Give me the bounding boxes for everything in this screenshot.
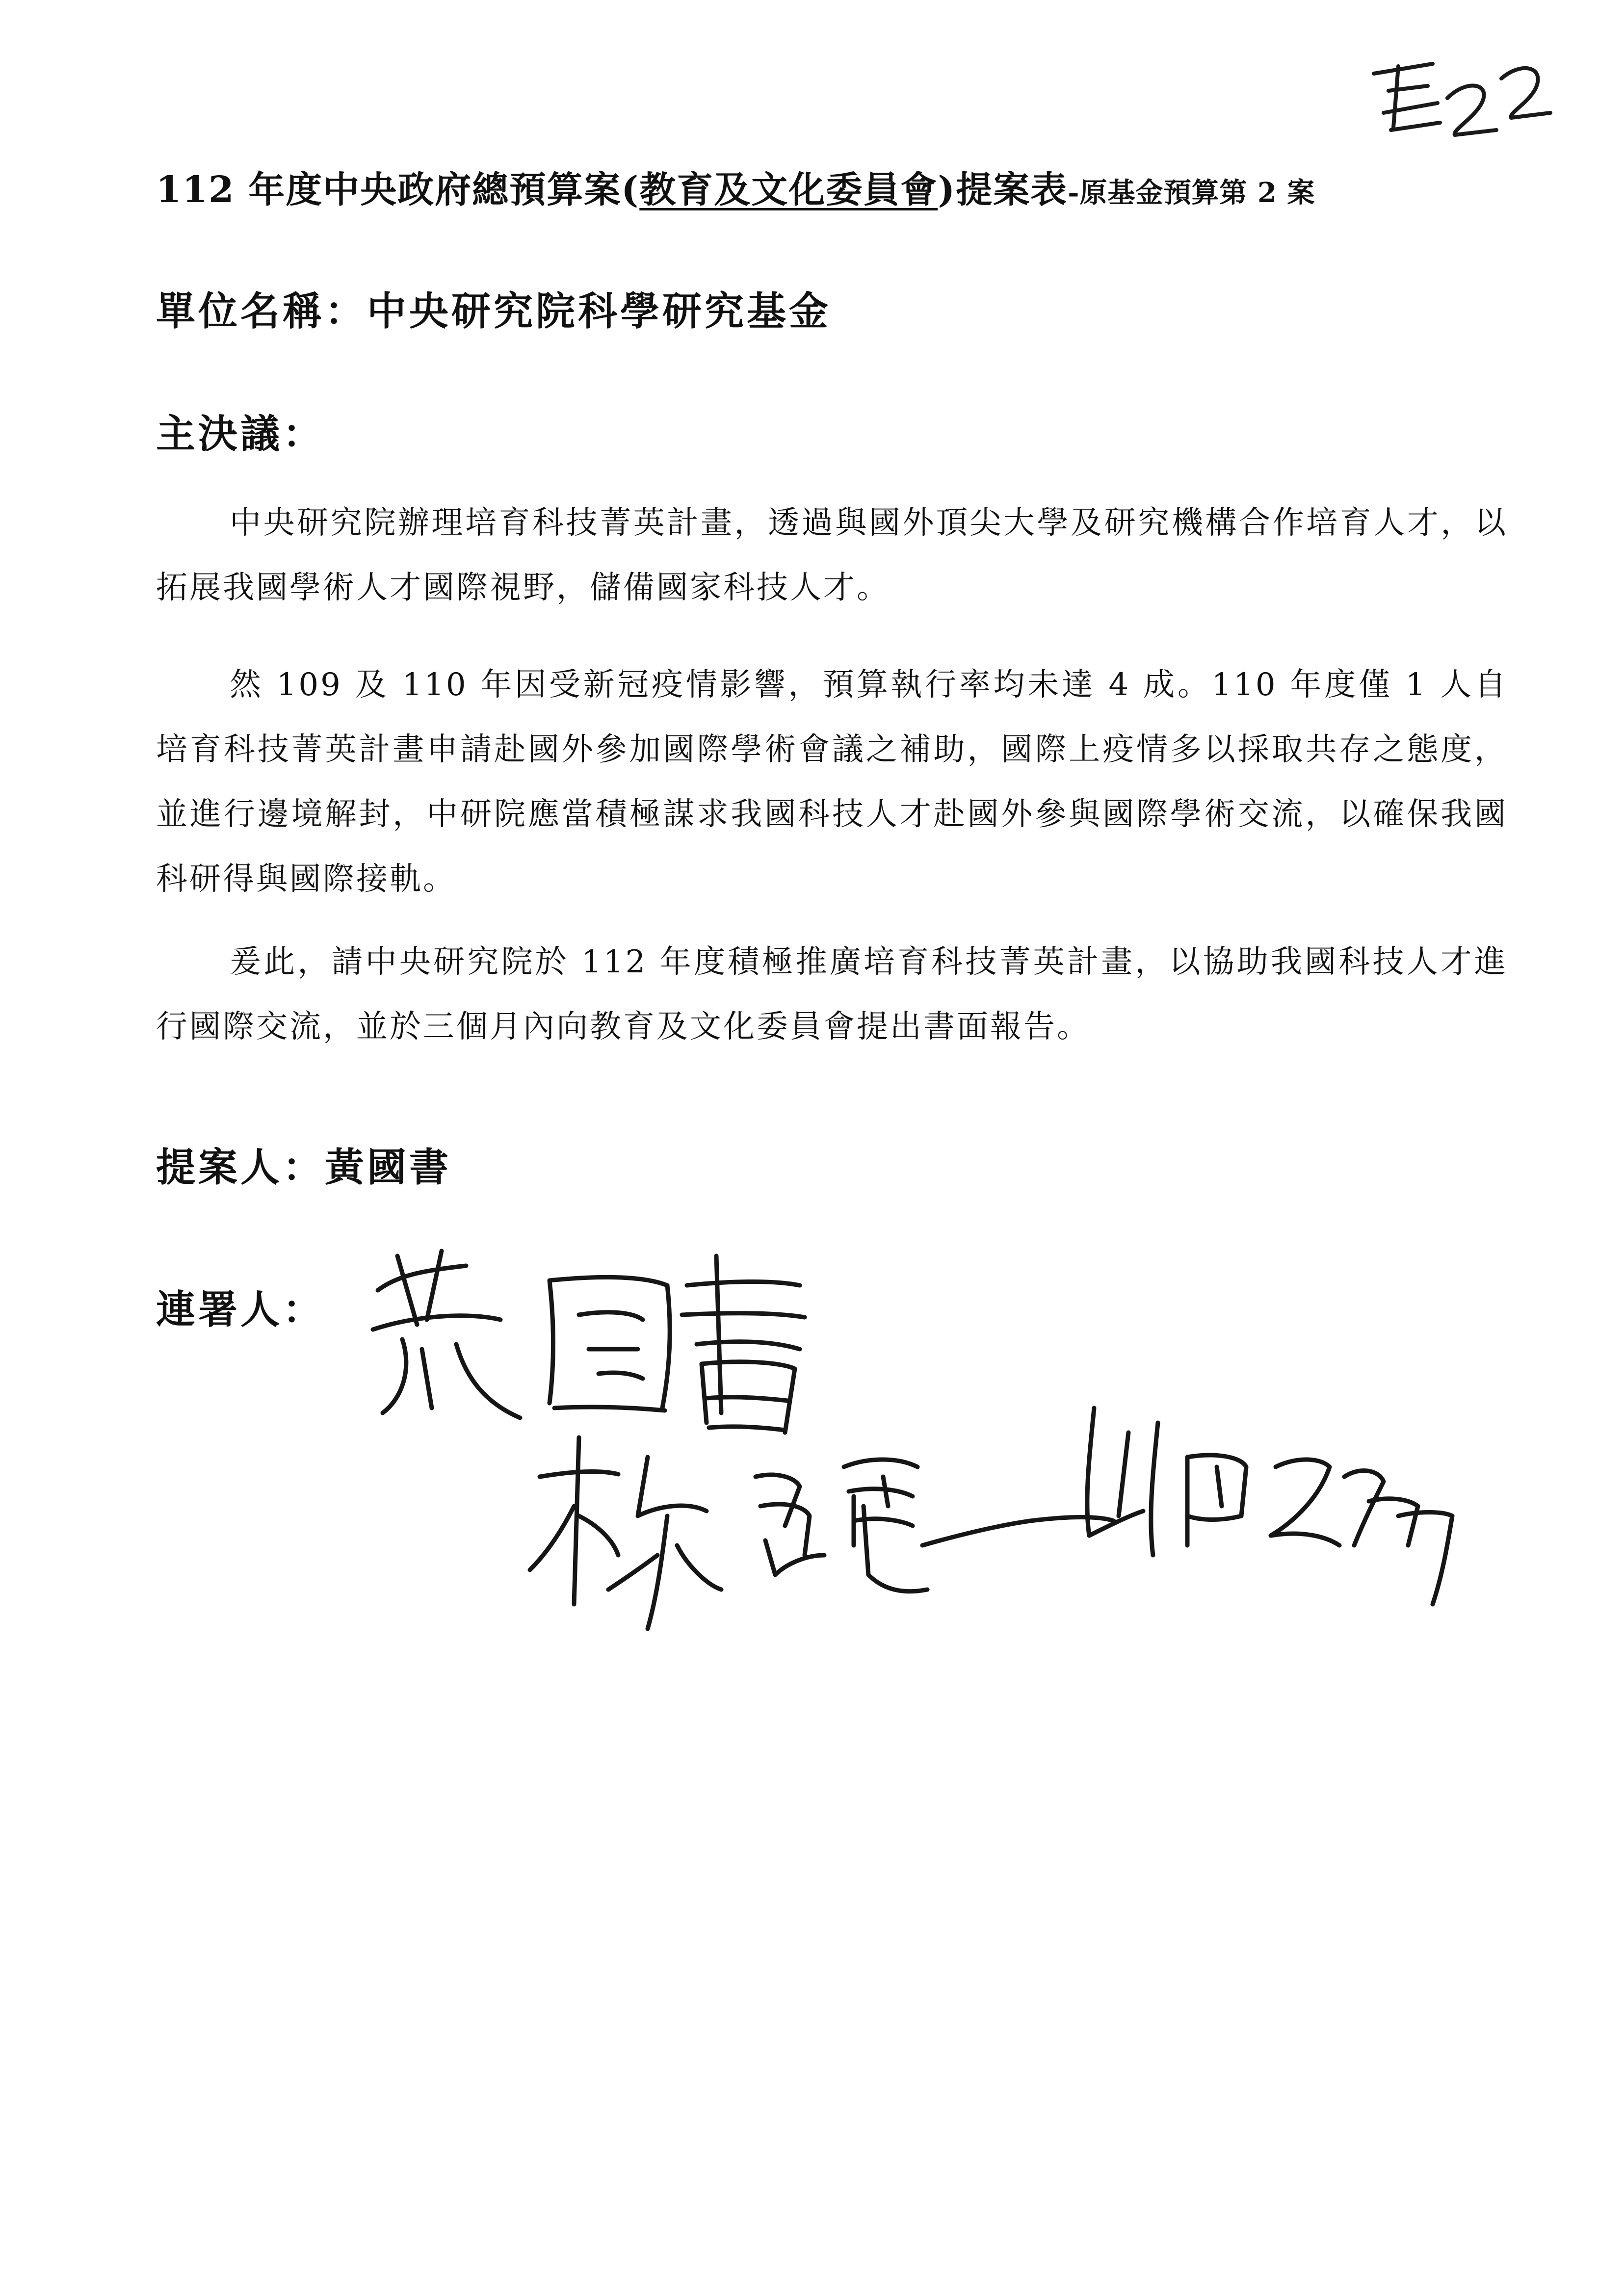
handwritten-signatures (343, 1202, 1521, 1644)
paragraph-1: 中央研究院辦理培育科技菁英計畫，透過與國外頂尖大學及研究機構合作培育人才，以拓展我國學術人才國際視野，儲備國家科技人才。 (156, 505, 1508, 606)
resolution-heading: 主決議： (156, 411, 325, 457)
unit-line (156, 280, 831, 343)
proposer-line (156, 1136, 451, 1200)
title-prefix: 112 年度中央政府總預算案( (156, 169, 640, 211)
title-mid: )提案表 (938, 169, 1068, 211)
proposer-label: 提案人： (156, 1145, 325, 1190)
title-suffix: -原基金預算第 2 案 (1068, 177, 1315, 209)
unit-name: 中央研究院科學研究基金 (367, 288, 831, 334)
signature-3 (1087, 1408, 1452, 1604)
proposer-name: 黃國書 (325, 1145, 451, 1190)
signature-1 (373, 1251, 805, 1433)
paragraph-3: 爰此，請中央研究院於 112 年度積極推廣培育科技菁英計畫，以協助我國科技人才進行國際交流，並於三個月內向教育及文化委員會提出書面報告。 (156, 944, 1508, 1045)
signature-2 (530, 1437, 1114, 1629)
proposal-title (156, 158, 1510, 222)
unit-label: 單位名稱： (156, 288, 367, 334)
handwritten-corner-mark (1354, 44, 1580, 157)
paragraph-2: 然 109 及 110 年因受新冠疫情影響，預算執行率均未達 4 成。110 年度僅 1 人自培育科技菁英計畫申請赴國外參加國際學術會議之補助，國際上疫情多以採取共存之態度，並進行邊境解封，中研院應當積極謀求我國科技人才赴國外參與國際學術交流，以確保我國科研得與國際接軌。 (156, 667, 1508, 897)
cosigner-label: 連署人： (156, 1287, 325, 1332)
title-committee: 教育及文化委員會 (639, 169, 938, 211)
